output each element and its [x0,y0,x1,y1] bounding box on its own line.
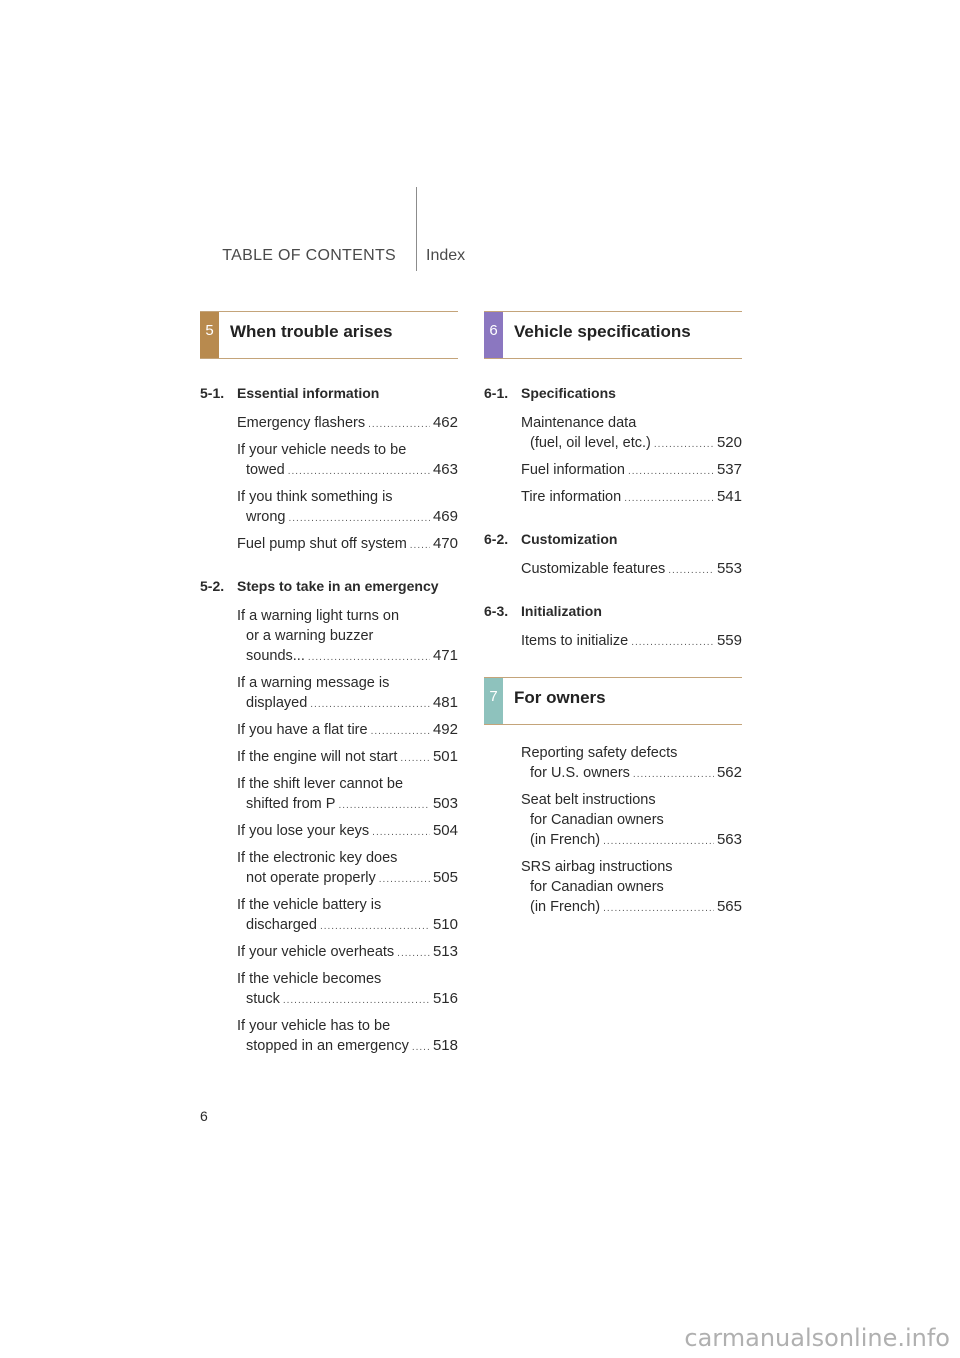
subsection-number: 5-1. [200,385,225,401]
dot-leader [603,899,714,919]
dot-leader [410,536,430,556]
top-navigation [200,187,500,271]
dot-leader [412,1038,430,1058]
entry-text: stopped in an emergency [246,1038,409,1054]
entry-text: or a warning buzzer [246,628,374,644]
toc-entry[interactable] [237,942,458,964]
entry-text: towed [246,462,285,478]
section-5-column [200,311,458,1063]
subsection-number: 5-2. [200,578,225,594]
subsection-number: 6-3. [484,603,509,619]
toc-entry[interactable] [237,969,458,1011]
section-header [484,677,742,725]
subsection-number: 6-1. [484,385,509,401]
toc-entry[interactable] [237,821,458,843]
toc-entry[interactable] [237,720,458,742]
section-6-column [484,311,742,658]
entry-text: (in French) [530,899,601,915]
section-title: Vehicle specifications [514,322,691,341]
dot-leader [624,489,714,509]
dot-leader [603,832,714,852]
toc-entry[interactable] [237,487,458,529]
entry-text: (in French) [530,832,601,848]
dot-leader [310,695,430,715]
toc-entry[interactable] [237,413,458,435]
dot-leader [400,749,430,769]
entry-text: If the vehicle becomes [237,971,382,987]
dot-leader [654,435,714,455]
subsection-title[interactable]: Steps to take in an emergency [237,578,439,594]
toc-entry[interactable] [237,440,458,482]
entry-text: If a warning light turns on [237,608,400,624]
toc-entry[interactable] [237,534,458,556]
toc-entry[interactable] [521,487,742,509]
subsection [200,385,458,556]
page-ref: 463 [432,461,458,478]
index-link[interactable]: Index [426,247,466,264]
subsection-number: 6-2. [484,531,509,547]
toc-entry[interactable] [521,460,742,482]
entry-text: If the electronic key does [237,850,398,866]
nav-divider [416,187,417,271]
page-number: 6 [200,1108,208,1124]
page-ref: 469 [432,508,458,525]
page-ref: 492 [432,721,458,738]
entry-text: displayed [246,695,308,711]
toc-entry[interactable] [237,747,458,769]
page-ref: 537 [716,461,742,478]
toc-entry[interactable] [521,857,742,919]
subsection [484,385,742,509]
page-ref: 516 [432,990,458,1007]
subsection [484,531,742,581]
section-7-column [484,677,742,924]
section-title: When trouble arises [230,322,393,341]
entry-text: If the shift lever cannot be [237,776,404,792]
section-title: For owners [514,688,606,707]
dot-leader [633,765,714,785]
dot-leader [368,415,430,435]
entry-text: Fuel information [521,462,625,478]
entry-text: If the engine will not start [237,749,398,765]
dot-leader [371,722,430,742]
entry-text: If you think something is [237,489,393,505]
page-ref: 513 [432,943,458,960]
entry-text: stuck [246,991,280,1007]
subsection-title[interactable]: Specifications [521,385,616,401]
page-ref: 518 [432,1037,458,1054]
entry-text: for Canadian owners [530,812,664,828]
toc-entry[interactable] [237,895,458,937]
section-header [484,311,742,359]
footer-watermark: carmanualsonline.info [684,1324,950,1352]
dot-leader [308,648,430,668]
dot-leader [283,991,430,1011]
toc-entry[interactable] [237,673,458,715]
dot-leader [379,870,430,890]
page-ref: 562 [716,764,742,781]
entry-text: (fuel, oil level, etc.) [530,435,651,451]
entry-text: discharged [246,917,317,933]
page-ref: 565 [716,898,742,915]
toc-entry[interactable] [521,743,742,785]
dot-leader [628,462,714,482]
toc-link[interactable]: TABLE OF CONTENTS [222,247,396,264]
section-number-badge: 7 [484,678,503,724]
entry-text: If your vehicle overheats [237,944,395,960]
entry-text: If your vehicle has to be [237,1018,391,1034]
page-ref: 462 [432,414,458,431]
section-number-badge: 5 [200,312,219,358]
page-ref: 563 [716,831,742,848]
page-ref: 481 [432,694,458,711]
entry-text: Customizable features [521,561,666,577]
entry-text: Tire information [521,489,622,505]
page-ref: 510 [432,916,458,933]
toc-entry[interactable] [237,1016,458,1058]
subsection-title[interactable]: Essential information [237,385,380,401]
entry-text: sounds... [246,648,305,664]
subsection-title[interactable]: Customization [521,531,618,547]
dot-leader [372,823,430,843]
page-ref: 503 [432,795,458,812]
dot-leader [289,509,430,529]
toc-entry[interactable] [237,606,458,668]
section-number-badge: 6 [484,312,503,358]
page-ref: 471 [432,647,458,664]
toc-entry[interactable] [237,848,458,890]
entry-text: not operate properly [246,870,376,886]
page-ref: 505 [432,869,458,886]
section-header [200,311,458,359]
entry-text: Maintenance data [521,415,637,431]
page-ref: 470 [432,535,458,552]
page-ref: 559 [716,632,742,649]
entry-text: Seat belt instructions [521,792,656,808]
entry-text: Reporting safety defects [521,745,678,761]
toc-entry[interactable] [521,413,742,455]
entry-text: shifted from P [246,796,336,812]
dot-leader [668,561,714,581]
entry-text: If the vehicle battery is [237,897,382,913]
entry-text: for Canadian owners [530,879,664,895]
subsection [200,578,458,1058]
entry-text: If a warning message is [237,675,390,691]
entry-text: Fuel pump shut off system [237,536,407,552]
toc-entry[interactable] [521,790,742,852]
toc-entry[interactable] [521,559,742,581]
entry-text: for U.S. owners [530,765,630,781]
subsection-title[interactable]: Initialization [521,603,602,619]
page-ref: 553 [716,560,742,577]
dot-leader [320,917,430,937]
entry-text: If you have a flat tire [237,722,368,738]
toc-entry[interactable] [521,631,742,653]
toc-entry[interactable] [237,774,458,816]
entry-text: Items to initialize [521,633,629,649]
page-ref: 541 [716,488,742,505]
entry-text: SRS airbag instructions [521,859,673,875]
page-ref: 520 [716,434,742,451]
page-ref: 504 [432,822,458,839]
page-ref: 501 [432,748,458,765]
entry-text: Emergency flashers [237,415,366,431]
entry-text: wrong [246,509,286,525]
dot-leader [397,944,430,964]
dot-leader [288,462,430,482]
subsection [484,603,742,653]
entry-text: If your vehicle needs to be [237,442,407,458]
entry-text: If you lose your keys [237,823,370,839]
dot-leader [631,633,714,653]
dot-leader [338,796,430,816]
